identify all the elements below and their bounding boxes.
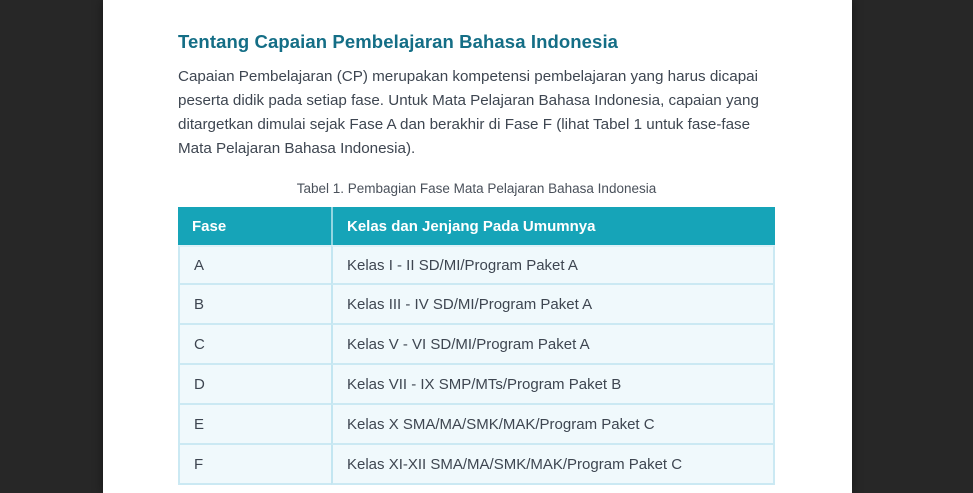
intro-paragraph: Capaian Pembelajaran (CP) merupakan kompetensi pembelajaran yang harus dicapai peserta didik pada setiap fase. Untuk Mata Pelajaran Bahasa Indonesia, capaian yang ditargetkan dimulai sejak Fase A dan berakhir di Fase F (lihat Tabel 1 untuk fase-fase Mata Pelajaran Bahasa Indonesia).: [178, 68, 759, 157]
column-header-kelas: Kelas dan Jenjang Pada Umumnya: [331, 207, 775, 245]
fase-cell: C: [178, 325, 331, 365]
table-row: [178, 325, 775, 365]
table-row: [178, 405, 775, 445]
page-title: Tentang Capaian Pembelajaran Bahasa Indonesia: [178, 31, 619, 52]
content-column: [178, 0, 776, 485]
table-row: [178, 365, 775, 405]
kelas-cell: Kelas XI-XII SMA/MA/SMK/MAK/Program Paket C: [331, 445, 775, 485]
table-row: [178, 445, 775, 485]
column-header-fase: Fase: [178, 207, 331, 245]
fase-table: [178, 207, 775, 485]
kelas-cell: Kelas III - IV SD/MI/Program Paket A: [331, 285, 775, 325]
table-row: [178, 245, 775, 285]
fase-cell: E: [178, 405, 331, 445]
table-caption: Tabel 1. Pembagian Fase Mata Pelajaran Bahasa Indonesia: [296, 181, 657, 196]
fase-cell: B: [178, 285, 331, 325]
kelas-cell: Kelas I - II SD/MI/Program Paket A: [331, 245, 775, 285]
kelas-cell: Kelas V - VI SD/MI/Program Paket A: [331, 325, 775, 365]
fase-cell: D: [178, 365, 331, 405]
table-header-row: [178, 207, 775, 245]
table-row: [178, 285, 775, 325]
content-page: [103, 0, 852, 493]
kelas-cell: Kelas X SMA/MA/SMK/MAK/Program Paket C: [331, 405, 775, 445]
fase-cell: F: [178, 445, 331, 485]
kelas-cell: Kelas VII - IX SMP/MTs/Program Paket B: [331, 365, 775, 405]
fase-cell: A: [178, 245, 331, 285]
